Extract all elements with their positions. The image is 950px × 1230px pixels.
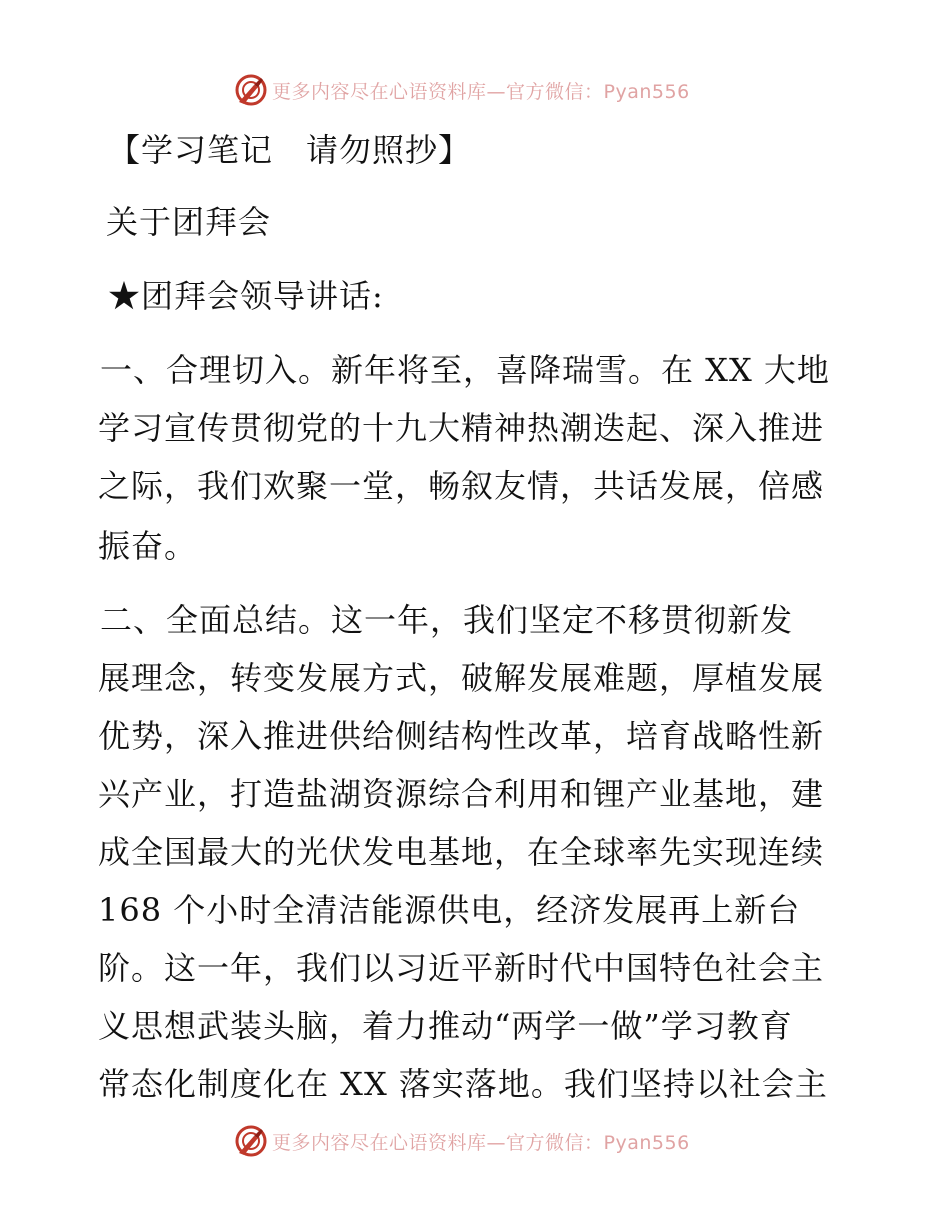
body-line: 常态化制度化在 XX 落实落地。我们坚持以社会主 <box>98 1065 828 1103</box>
document-title: 关于团拜会 <box>106 203 272 241</box>
body-line: 一、合理切入。新年将至，喜降瑞雪。在 XX 大地 <box>100 351 830 389</box>
body-line: 义思想武装头脑，着力推动“两学一做”学习教育 <box>98 1007 793 1045</box>
body-line: 展理念，转变发展方式，破解发展难题，厚植发展 <box>98 659 825 697</box>
section-heading: ★团拜会领导讲话: <box>108 277 384 315</box>
body-line: 之际，我们欢聚一堂，畅叙友情，共话发展，倍感 <box>98 467 825 505</box>
body-line: 168 个小时全清洁能源供电，经济发展再上新台 <box>98 891 801 929</box>
header-note: 【学习笔记 请勿照抄】 <box>108 131 472 169</box>
body-line: 二、全面总结。这一年，我们坚定不移贯彻新发 <box>100 601 794 639</box>
body-line: 阶。这一年，我们以习近平新时代中国特色社会主 <box>98 949 825 987</box>
body-line: 兴产业，打造盐湖资源综合利用和锂产业基地，建 <box>98 775 825 813</box>
watermark-text: 更多内容尽在心语资料库—官方微信：Pyan556 <box>272 1131 690 1154</box>
body-line: 振奋。 <box>98 527 198 565</box>
watermark-text: 更多内容尽在心语资料库—官方微信：Pyan556 <box>272 80 690 103</box>
watermark-footer <box>234 1123 690 1159</box>
logo-icon <box>234 73 268 107</box>
logo-icon <box>234 1124 268 1158</box>
watermark-header <box>234 72 690 108</box>
body-line: 学习宣传贯彻党的十九大精神热潮迭起、深入推进 <box>98 409 825 447</box>
body-line: 优势，深入推进供给侧结构性改革，培育战略性新 <box>98 717 825 755</box>
body-line: 成全国最大的光伏发电基地，在全球率先实现连续 <box>98 833 825 871</box>
